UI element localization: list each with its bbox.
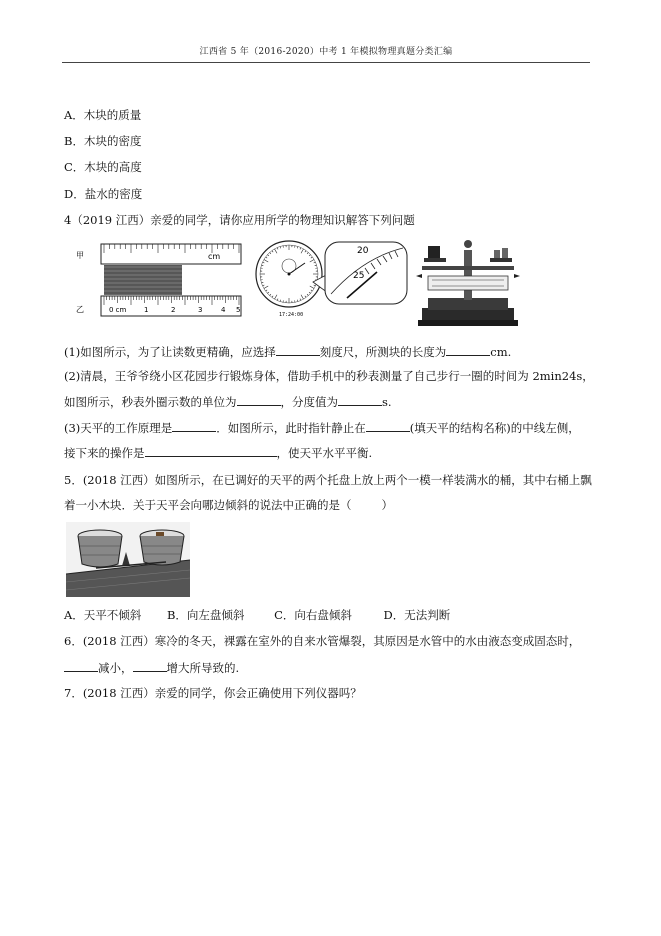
ruler-b-tick-4: 4 (221, 306, 226, 314)
blank-2[interactable] (446, 343, 490, 356)
ruler-b-label: 乙 (76, 305, 84, 314)
rulers-figure (76, 240, 246, 318)
buckets-figure (66, 522, 190, 597)
blank-4[interactable] (338, 393, 382, 406)
option-c-prev: C．木块的高度 (64, 160, 142, 174)
mass-cube (428, 246, 440, 258)
question-7-stem: 7．(2018 江西）亲爱的同学，你会正确使用下列仪器吗？ (64, 686, 362, 700)
left-bucket (78, 536, 122, 567)
q5-option-c[interactable]: C．向右盘倾斜 (274, 608, 352, 622)
question-6-line1: 6．(2018 江西）寒冷的冬天，裸露在室外的自来水管爆裂，其原因是水管中的水由液态变成固态时， (64, 634, 581, 648)
ruler-b-tick-2: 2 (171, 306, 176, 314)
q5-option-b[interactable]: B．向左盘倾斜 (166, 608, 245, 622)
page-header: 江西省 5 年（2016-2020）中考 1 年模拟物理真题分类汇编 (199, 47, 453, 57)
ruler-b-tick-1: 1 (144, 306, 149, 314)
blank-3[interactable] (237, 393, 281, 406)
blank-7[interactable] (145, 444, 277, 457)
option-b-prev: B．木块的密度 (64, 134, 142, 148)
wood-piece (156, 532, 164, 536)
q5-options (64, 607, 450, 623)
q4-part2-line1: (2)清晨，王爷爷绕小区花园步行锻炼身体，借助手机中的秒表测量了自己步行一圈的时间为 2min24s， (64, 369, 594, 383)
q4-part3-line1: (3)天平的工作原理是 ．如图所示，此时指针静止在 (填天平的结构名称)的中线左侧， (64, 421, 580, 435)
ruler-b-tick-5: 5 (236, 306, 241, 314)
option-a-prev: A．木块的质量 (64, 108, 142, 122)
question-4-stem: 4（2019 江西）亲爱的同学，请你应用所学的物理知识解答下列问题 (64, 213, 415, 227)
blank-1[interactable] (276, 343, 320, 356)
ruler-a-unit: cm (208, 252, 221, 261)
ruler-b-tick-3: 3 (198, 306, 203, 314)
blank-8[interactable] (64, 659, 98, 672)
zoom-number-25: 25 (353, 271, 365, 281)
zoom-number-20: 20 (357, 246, 369, 256)
balance-figure (416, 236, 520, 328)
blank-9[interactable] (133, 659, 167, 672)
question-5-line1: 5．(2018 江西）如图所示，在已调好的天平的两个托盘上放上两个一模一样装满水的桶，其中右桶上飘 (64, 473, 592, 487)
header-rule (62, 62, 590, 63)
q5-option-d[interactable]: D．无法判断 (383, 608, 451, 622)
q4-part1: (1)如图所示，为了让读数更精确，应选择 刻度尺，所测块的长度为 cm. (64, 345, 512, 359)
question-6-line2: 减小， 增大所导致的. (64, 659, 239, 676)
balance-beam (422, 266, 514, 270)
blank-5[interactable] (172, 419, 216, 432)
ruler-a-label: 甲 (76, 251, 84, 260)
stopwatch-figure (253, 238, 408, 320)
question-5-line2: 着一小木块．关于天平会向哪边倾斜的说法中正确的是（ ） (64, 498, 393, 512)
right-bucket (140, 536, 184, 565)
ruler-b-zero: 0 cm (109, 306, 127, 314)
blank-6[interactable] (366, 419, 410, 432)
q4-part3-line2: 接下来的操作是 ，使天平水平平衡. (64, 446, 373, 460)
option-d-prev: D．盐水的密度 (64, 187, 143, 201)
q5-option-a[interactable]: A．天平不倾斜 (64, 608, 142, 622)
q4-part2-line2: 如图所示，秒表外圈示数的单位为 ，分度值为 s. (64, 395, 392, 409)
stopwatch-caption: 17:24:00 (279, 312, 304, 318)
